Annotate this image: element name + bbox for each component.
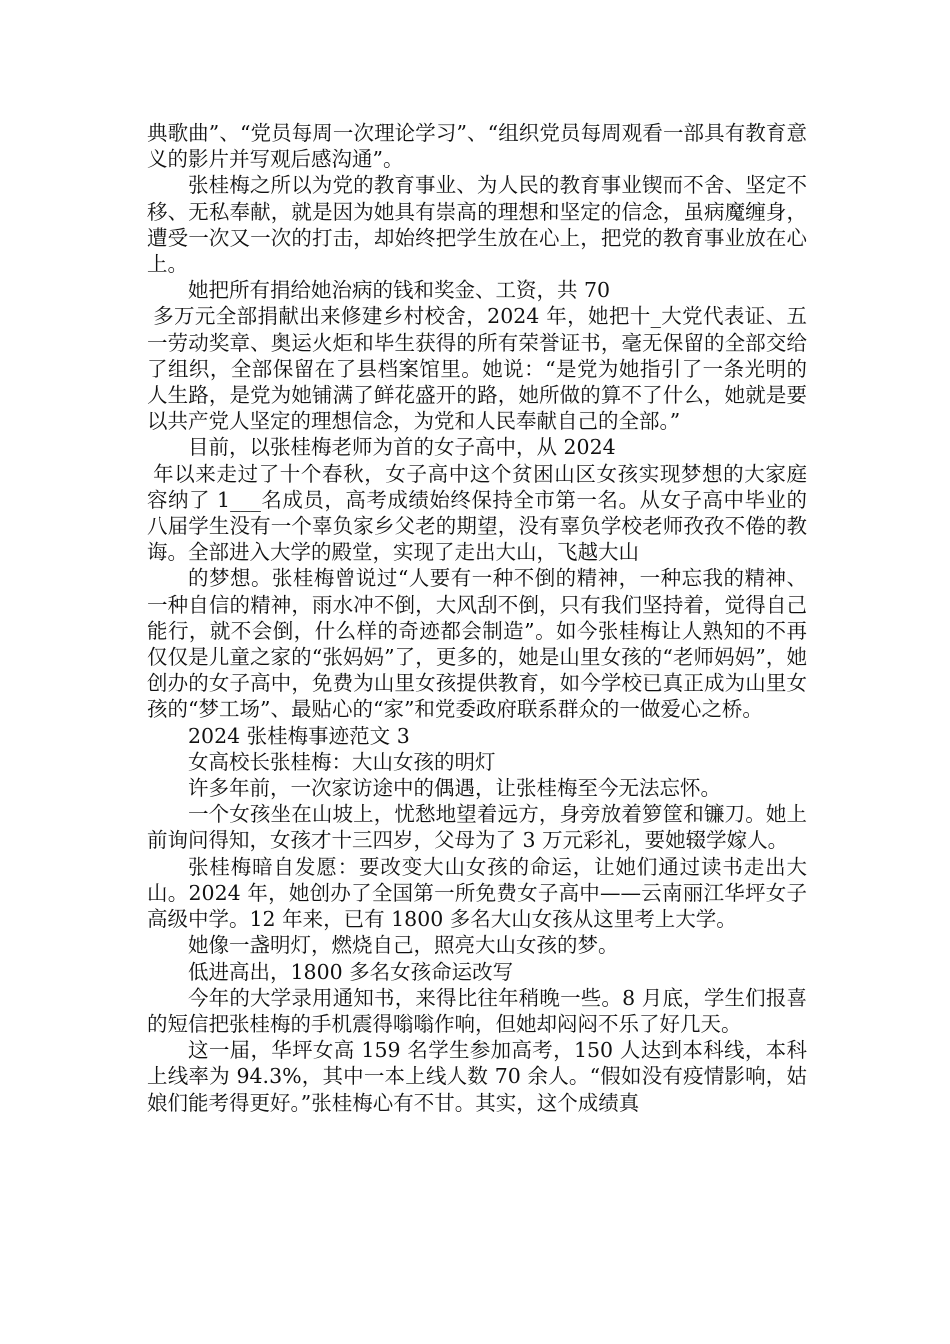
paragraph: 年以来走过了十个春秋，女子高中这个贫困山区女孩实现梦想的大家庭容纳了 1___名成员，高考成绩始终保持全市第一名。从女子高中毕业的八届学生没有一个辜负家乡父老的期望，没有辜负学校老师孜孜不倦的教诲。全部进入大学的殿堂，实现了走出大山，飞越大山 <box>147 461 807 565</box>
paragraph: 许多年前，一次家访途中的偶遇，让张桂梅至今无法忘怀。 <box>188 776 721 801</box>
document-page <box>147 120 807 1116</box>
paragraph: 她把所有捐给她治病的钱和奖金、工资，共 70 <box>188 278 611 303</box>
paragraph: 张桂梅暗自发愿：要改变大山女孩的命运，让她们通过读书走出大山。2024 年，她创办了全国第一所免费女子高中——云南丽江华坪女子高级中学。12 年来，已有 1800 多名大山女孩从这里考上大学。 <box>147 854 807 932</box>
subheading: 低进高出，1800 多名女孩命运改写 <box>188 959 514 984</box>
paragraph: 这一届，华坪女高 159 名学生参加高考，150 人达到本科线，本科上线率为 94.3%，其中一本上线人数 70 余人。“假如没有疫情影响，姑娘们能考得更好。”张桂梅心有不甘。其实，这个成绩真 <box>147 1038 807 1115</box>
paragraph: 张桂梅之所以为党的教育事业、为人民的教育事业锲而不舍、坚定不移、无私奉献，就是因为她具有崇高的理想和坚定的信念，虽病魔缠身，遭受一次又一次的打击，却始终把学生放在心上，把党的教育事业放在心上。 <box>147 173 807 277</box>
paragraph: 典歌曲”、“党员每周一次理论学习”、“组织党员每周观看一部具有教育意义的影片并写观后感沟通”。 <box>147 121 807 172</box>
paragraph: 多万元全部捐献出来修建乡村校舍，2024 年，她把十_大党代表证、五一劳动奖章、奥运火炬和毕生获得的所有荣誉证书，毫无保留的全部交给了组织，全部保留在了县档案馆里。她说：“是党为她指引了一条光明的人生路，是党为她铺满了鲜花盛开的路，她所做的算不了什么，她就是要以共产党人坚定的理想信念，为党和人民奉献自己的全部。” <box>147 304 807 434</box>
paragraph: 目前，以张桂梅老师为首的女子高中，从 2024 <box>188 435 616 460</box>
article-title: 女高校长张桂梅：大山女孩的明灯 <box>188 749 496 774</box>
paragraph: 她像一盏明灯，燃烧自己，照亮大山女孩的梦。 <box>188 933 619 958</box>
section-title: 2024 张桂梅事迹范文 3 <box>188 723 410 748</box>
paragraph: 今年的大学录用通知书，来得比往年稍晚一些。8 月底，学生们报喜的短信把张桂梅的手机震得嗡嗡作响，但她却闷闷不乐了好几天。 <box>147 985 807 1036</box>
paragraph: 的梦想。张桂梅曾说过“人要有一种不倒的精神，一种忘我的精神、一种自信的精神，雨水冲不倒，大风刮不倒，只有我们坚持着，觉得自己能行，就不会倒，什么样的奇迹都会制造”。如今张桂梅让人熟知的不再仅仅是儿童之家的“张妈妈”了，更多的，她是山里女孩的“老师妈妈”，她创办的女子高中，免费为山里女孩提供教育，如今学校已真正成为山里女孩的“梦工场”、最贴心的“家”和党委政府联系群众的一做爱心之桥。 <box>147 566 807 722</box>
paragraph: 一个女孩坐在山坡上，忧愁地望着远方，身旁放着箩筐和镰刀。她上前询问得知，女孩才十三四岁，父母为了 3 万元彩礼，要她辍学嫁人。 <box>147 802 807 853</box>
